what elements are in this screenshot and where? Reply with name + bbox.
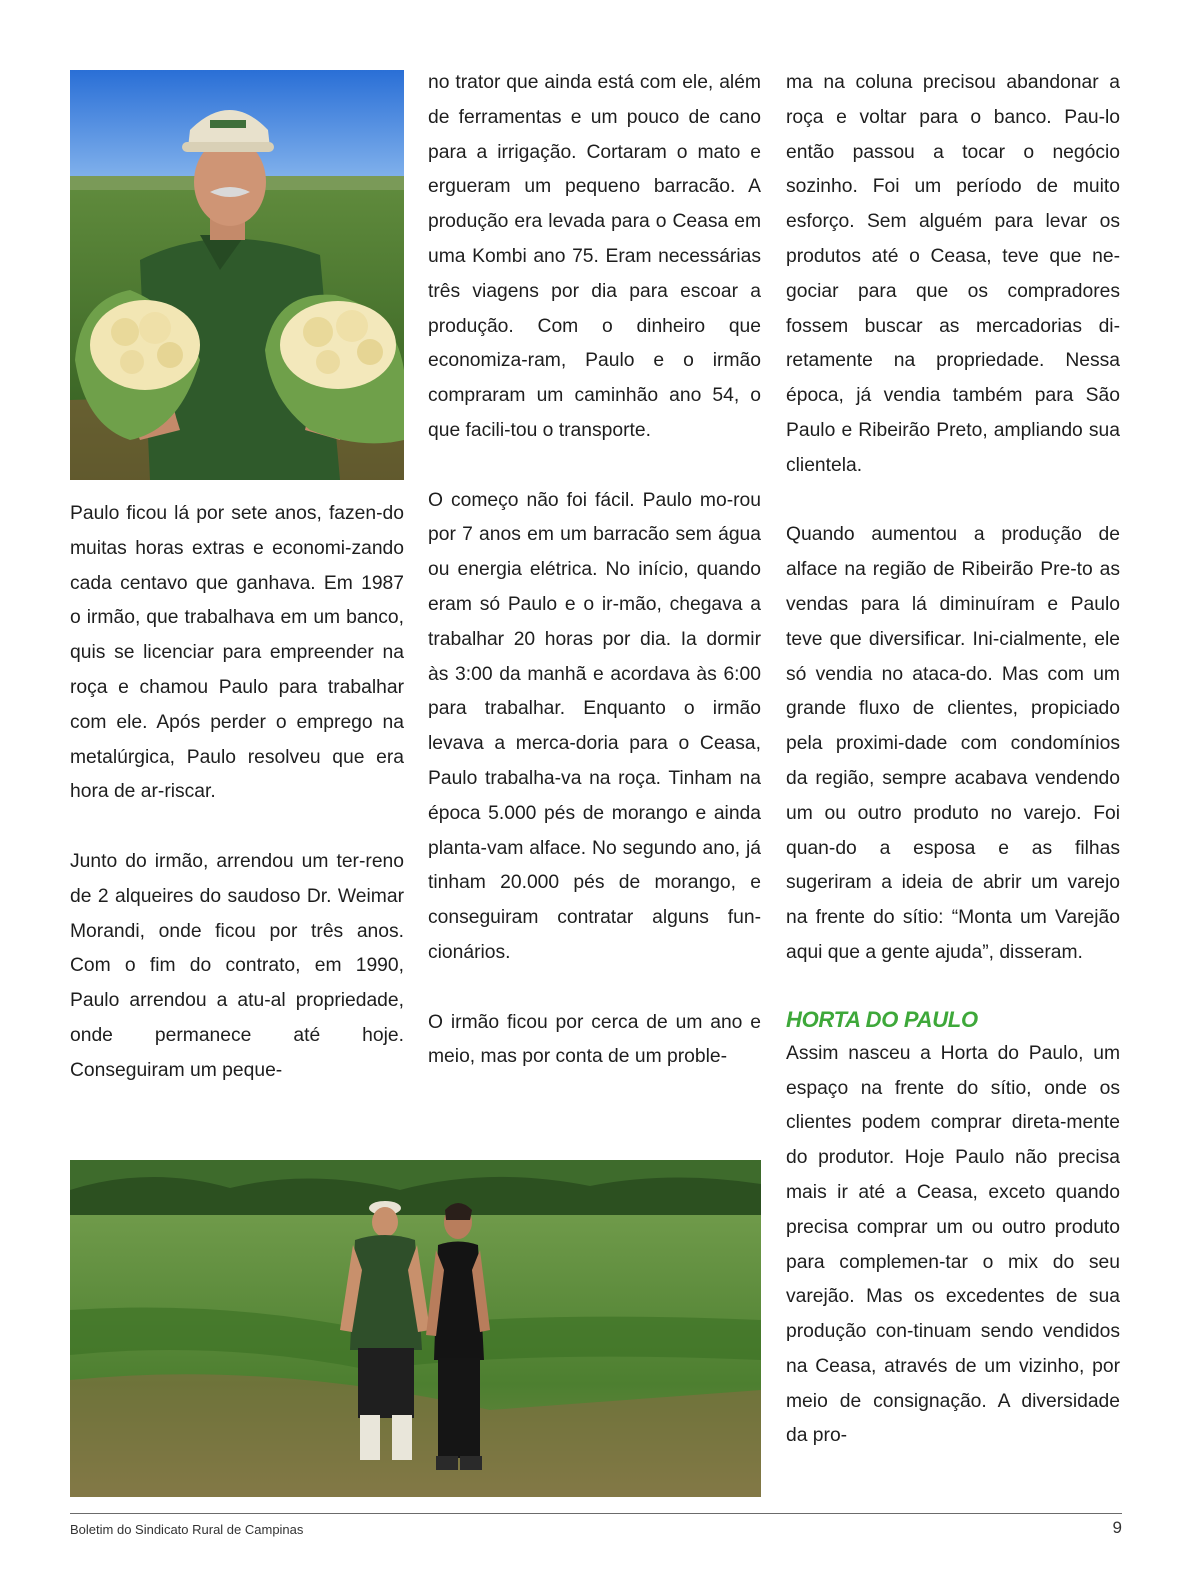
- middle-paragraph-1: no trator que ainda está com ele, além de ferramentas e um pouco de cano para a irrigação. Cortaram o mato e ergueram um pequeno barracão. A produção era levada para o Ceasa em uma Kombi ano 75. Eram necessárias três viagens por dia para escoar a produção. Com o dinheiro que economiza-ram, Paulo e o irmão compraram um caminhão ano 54, o que facili-tou o transporte.: [428, 72, 761, 441]
- footer-publication: Boletim do Sindicato Rural de Campinas: [70, 1522, 304, 1537]
- middle-paragraph-3: O irmão ficou por cerca de um ano e meio, mas por conta de um proble-: [428, 1011, 761, 1068]
- farmer-daughter-photo: [70, 1160, 761, 1497]
- left-paragraph-1: Paulo ficou lá por sete anos, fazen-do muitas horas extras e economi-zando cada centavo que ganhava. Em 1987 o irmão, que trabalhava em um banco, quis se licenciar para empreender na roça e chamou Paulo para trabalhar com ele. Após perder o emprego na metalúrgica, Paulo resolveu que era hora de ar-riscar.: [70, 503, 404, 803]
- right-paragraph-3: Assim nasceu a Horta do Paulo, um espaço na frente do sítio, onde os clientes podem comprar direta-mente do produtor. Hoje Paulo não precisa mais ir até a Ceasa, exceto quando precisa comprar um ou outro produto para complemen-tar o mix do seu varejão. Mas os excedentes de sua produção con-tinuam sendo vendidos na Ceasa, através de um vizinho, por meio de consignação. A diversidade da pro-: [786, 1042, 1120, 1447]
- page-number: 9: [1112, 1518, 1122, 1537]
- farmer-cauliflower-photo: [70, 70, 404, 480]
- middle-paragraph-2: O começo não foi fácil. Paulo mo-rou por 7 anos em um barracão sem água ou energia elétrica. No início, quando eram só Paulo e o ir-mão, chegava a trabalhar 20 horas por dia. Ia dormir às 3:00 da manhã e acordava às 6:00 para trabalhar. Enquanto o irmão levava a merca-doria para o Ceasa, Paulo trabalha-va na roça. Tinham na época 5.000 pés de morango e ainda planta-vam alface. No segundo ano, já tinham 20.000 pés de morango, e conseguiram contratar alguns fun-cionários.: [428, 489, 761, 963]
- left-paragraph-2: Junto do irmão, arrendou um ter-reno de 2 alqueires do saudoso Dr. Weimar Morandi, onde ficou por três anos. Com o fim do contrato, em 1990, Paulo arrendou a atu-al propriedade, onde permanece até hoje. Conseguiram um peque-: [70, 850, 404, 1081]
- middle-text-column: [428, 66, 761, 1075]
- footer-divider: [70, 1513, 1122, 1514]
- left-text-column: [70, 497, 404, 1089]
- right-paragraph-2: Quando aumentou a produção de alface na região de Ribeirão Pre-to as vendas para lá diminuíram e Paulo teve que diversificar. Ini-cialmente, ele só vendia no ataca-do. Mas com um grande fluxo de clientes, propiciado pela proximi-dade com condomínios da região, sempre acabava vendendo um ou outro produto no varejo. Foi quan-do a esposa e as filhas sugeriram a ideia de abrir um varejo na frente do sítio: “Monta um Varejão aqui que a gente ajuda”, disseram.: [786, 524, 1120, 963]
- section-heading: HORTA DO PAULO: [786, 1006, 978, 1032]
- right-paragraph-1: ma na coluna precisou abandonar a roça e voltar para o banco. Pau-lo então passou a tocar o negócio sozinho. Foi um período de muito esforço. Sem alguém para levar os produtos até o Ceasa, teve que ne-gociar para que os compradores fossem buscar as mercadorias di-retamente na propriedade. Nessa época, já vendia também para São Paulo e Ribeirão Preto, ampliando sua clientela.: [786, 72, 1120, 476]
- right-text-column: [786, 66, 1120, 1454]
